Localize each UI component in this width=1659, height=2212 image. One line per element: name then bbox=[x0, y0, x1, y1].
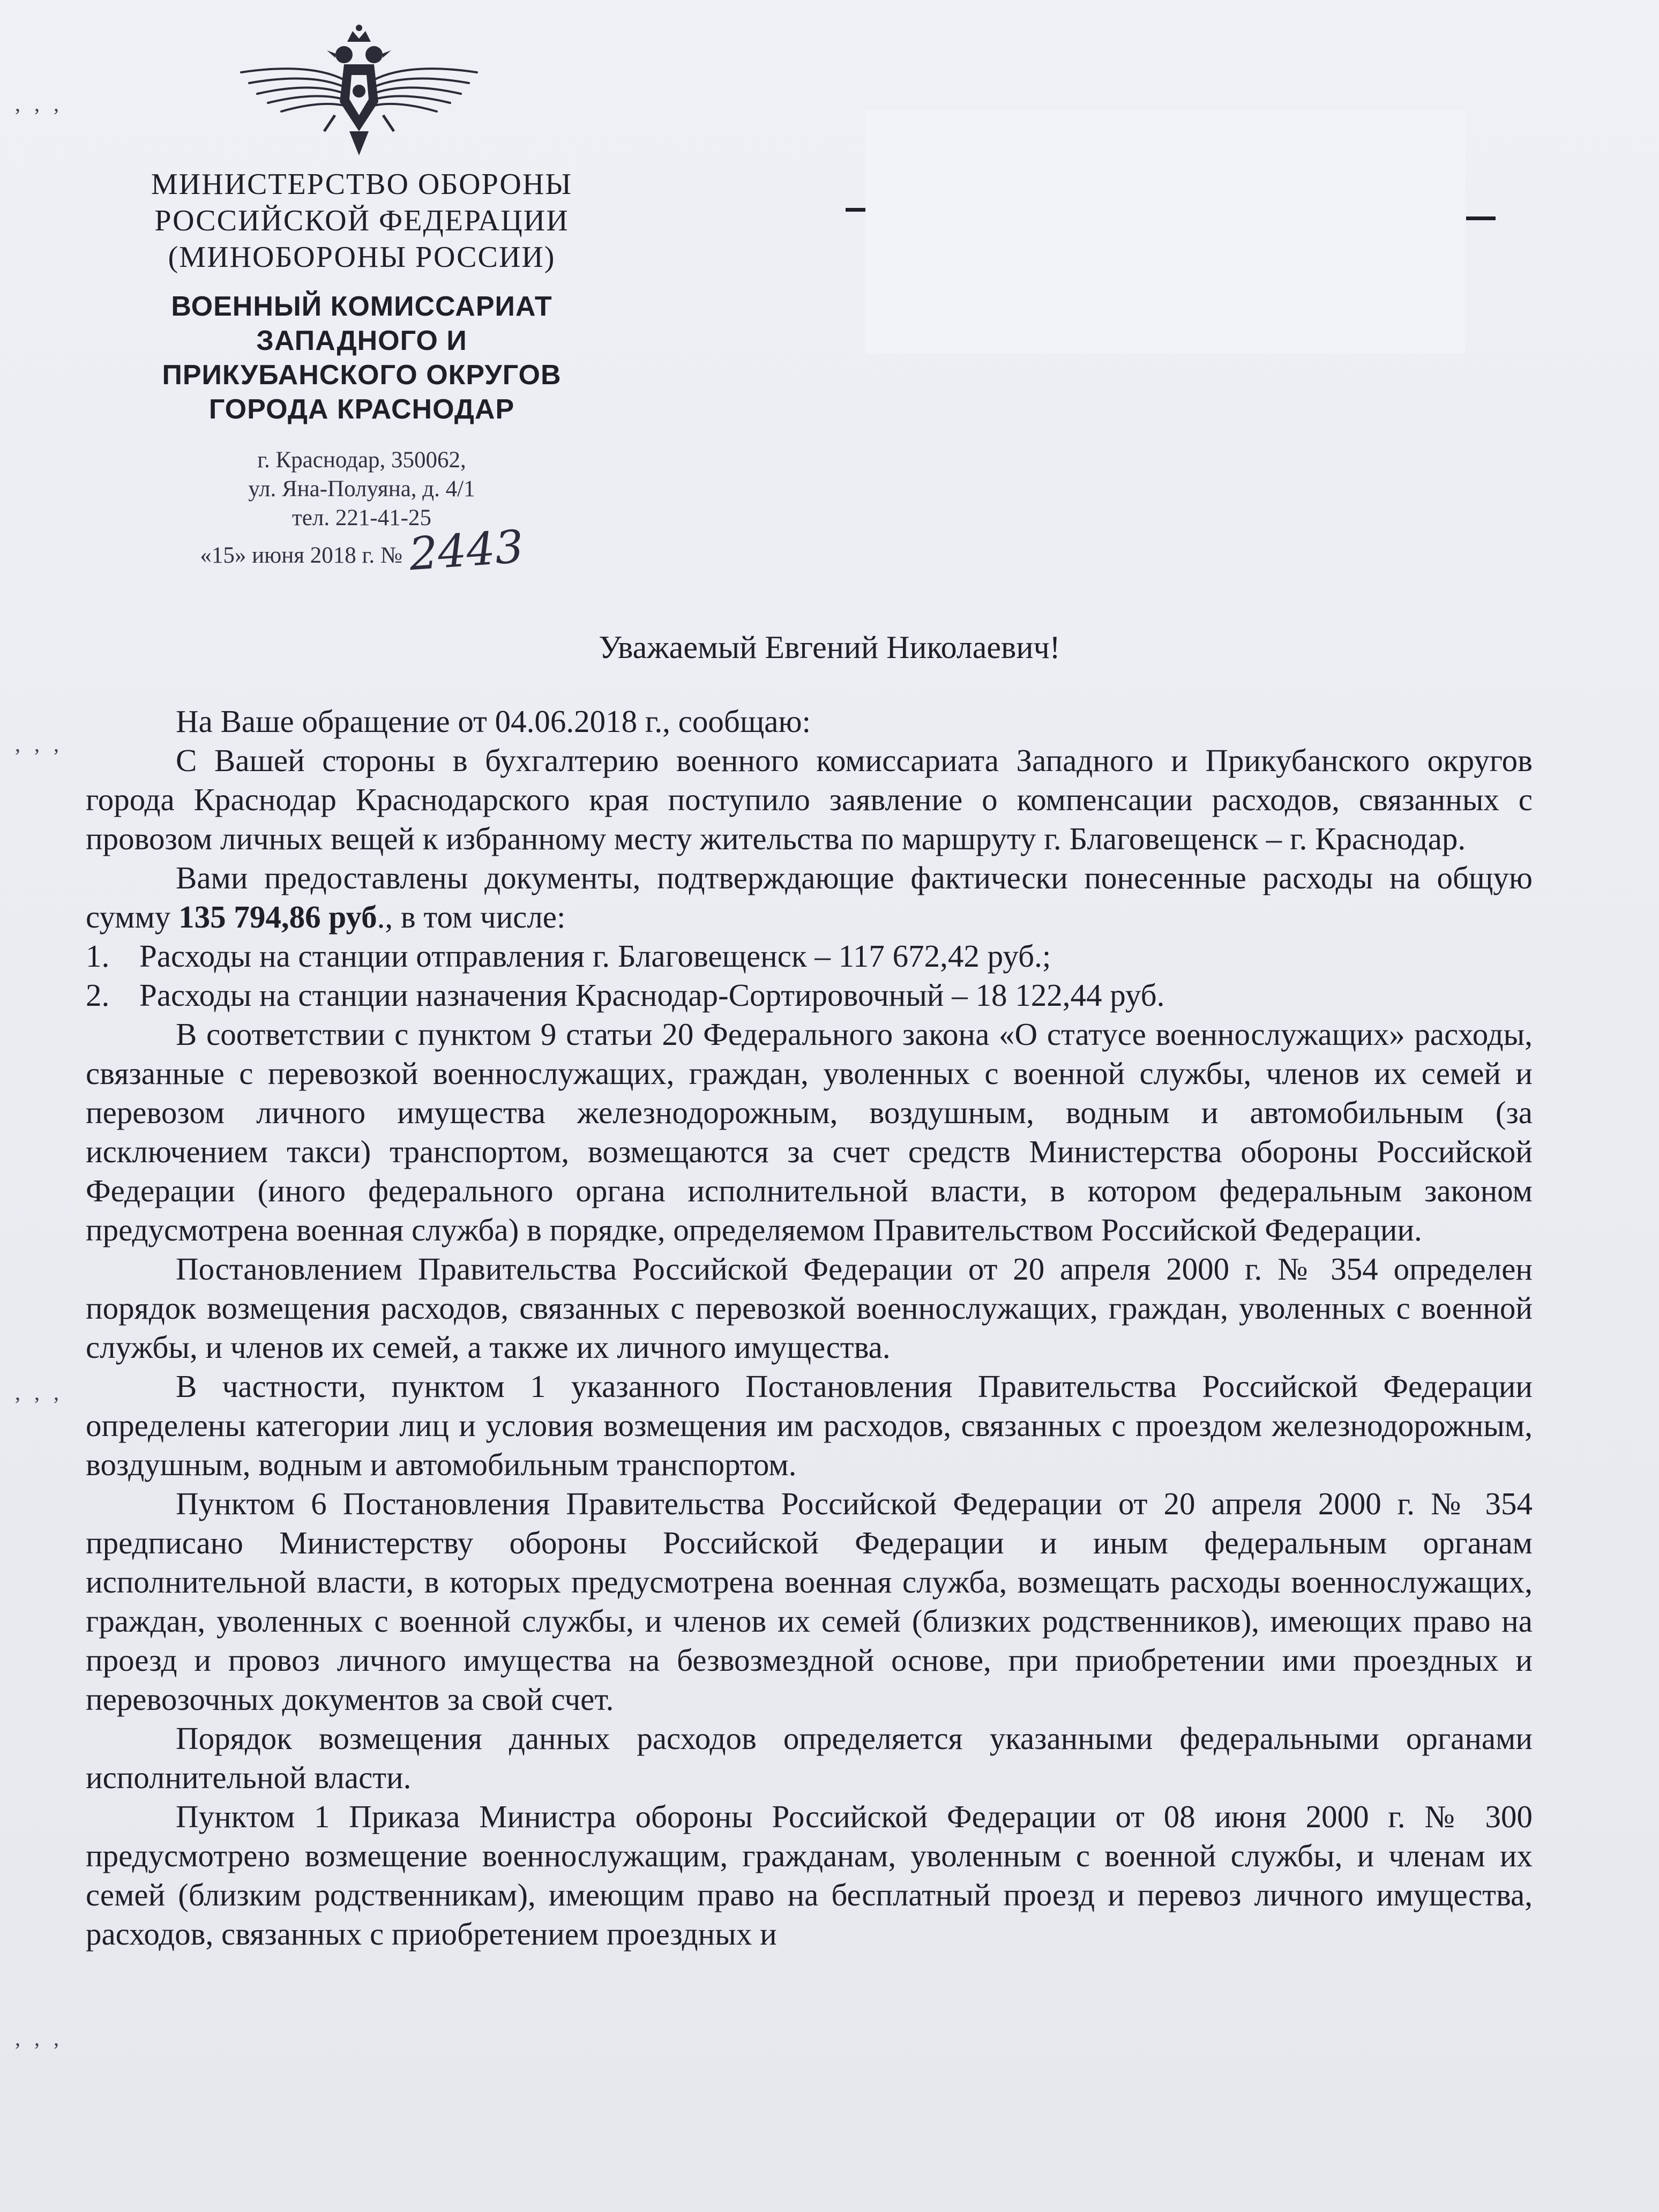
paragraph: Порядок возмещения данных расходов определяется указанными федеральными органами исполнительной власти. bbox=[86, 1721, 1533, 1795]
date-and-number bbox=[80, 520, 643, 581]
address-line: ул. Яна-Полуяна, д. 4/1 bbox=[248, 476, 475, 502]
handwritten-outgoing-number: 2443 bbox=[407, 520, 526, 581]
paragraph: В соответствии с пунктом 9 статьи 20 Федерального закона «О статусе военнослужащих» расходы, связанные с перевозкой военнослужащих, граждан, уволенных с военной службы, членов их семей и перевозом личного имущества железнодорожным, воздушным, водным и автомобильным (за исключением такси) транспортом, возмещаются за счет средств Министерства обороны Российской Федерации (иного федерального органа исполнительной власти, в котором федеральным законом предусмотрена военная служба) в порядке, определяемом Правительством Российской Федерации. bbox=[86, 1017, 1533, 1247]
commissariat-name bbox=[80, 289, 643, 427]
paragraph: На Ваше обращение от 04.06.2018 г., сообщаю: bbox=[176, 704, 811, 739]
amount-outro: ., в том числе: bbox=[377, 899, 566, 935]
amount-intro: Вами предоставлены документы, подтверждающие фактически понесенные расходы на общую сумму bbox=[86, 860, 1533, 935]
eagle-emblem-icon bbox=[225, 21, 493, 161]
paragraph: С Вашей стороны в бухгалтерию военного комиссариата Западного и Прикубанского округов города Краснодар Краснодарского края поступило заявление о компенсации расходов, связанных с провозом личных вещей к избранному месту жительства по маршруту г. Благовещенск – г. Краснодар. bbox=[86, 743, 1533, 856]
commissariat-line: ГОРОДА КРАСНОДАР bbox=[208, 394, 515, 425]
address-line: тел. 221-41-25 bbox=[292, 505, 431, 530]
letter-body bbox=[86, 702, 1533, 1954]
list-text: Расходы на станции отправления г. Благовещенск – 117 672,42 руб.; bbox=[139, 938, 1051, 974]
list-item bbox=[86, 937, 1533, 976]
list-number: 2. bbox=[86, 977, 110, 1013]
margin-mark: , , , bbox=[15, 732, 63, 756]
sender-address bbox=[80, 446, 643, 533]
commissariat-line: ЗАПАДНОГО И bbox=[256, 325, 467, 356]
paragraph: Пунктом 1 Приказа Министра обороны Российской Федерации от 08 июня 2000 г. № 300 предусмотрено возмещение военнослужащим, гражданам, уволенным с военной службы, и членам их семей (близким родственникам), имеющим право на бесплатный проезд и перевоз личного имущества, расходов, связанных с приобретением проездных и bbox=[86, 1799, 1533, 1952]
redacted-addressee-block bbox=[865, 110, 1466, 354]
ministry-line: РОССИЙСКОЙ ФЕДЕРАЦИИ bbox=[154, 204, 569, 237]
addressee-dash-left bbox=[846, 208, 866, 212]
total-amount: 135 794,86 руб bbox=[178, 899, 377, 935]
paragraph: Пунктом 6 Постановления Правительства Российской Федерации от 20 апреля 2000 г. № 354 предписано Министерству обороны Российской Федерации и иным федеральным органам исполнительной власти, в которых предусмотрена военная служба, возмещать расходы военнослужащих, граждан, уволенных с военной службы, и членов их семей (близких родственников), имеющих право на проезд и провоз личного имущества на безвозмездной основе, при приобретении ими проездных и перевозочных документов за свой счет. bbox=[86, 1486, 1533, 1717]
list-text: Расходы на станции назначения Краснодар-Сортировочный – 18 122,44 руб. bbox=[139, 977, 1165, 1013]
paragraph-total-amount bbox=[86, 858, 1533, 937]
addressee-dash-right bbox=[1466, 216, 1496, 220]
margin-mark: , , , bbox=[15, 1380, 63, 1404]
margin-mark: , , , bbox=[15, 2026, 63, 2050]
list-item bbox=[86, 976, 1533, 1015]
commissariat-line: ПРИКУБАНСКОГО ОКРУГОВ bbox=[162, 360, 562, 391]
commissariat-line: ВОЕННЫЙ КОМИССАРИАТ bbox=[171, 291, 552, 322]
address-line: г. Краснодар, 350062, bbox=[257, 447, 466, 473]
letterhead bbox=[80, 166, 643, 581]
ministry-line: (МИНОБОРОНЫ РОССИИ) bbox=[168, 241, 556, 274]
ministry-line: МИНИСТЕРСТВО ОБОРОНЫ bbox=[151, 168, 573, 201]
list-number: 1. bbox=[86, 938, 110, 974]
salutation: Уважаемый Евгений Николаевич! bbox=[599, 630, 1060, 665]
ministry-name bbox=[80, 166, 643, 275]
paragraph: В частности, пунктом 1 указанного Постановления Правительства Российской Федерации определены категории лиц и условия возмещения им расходов, связанных с проездом железнодорожным, воздушным, водным и автомобильным транспортом. bbox=[86, 1369, 1533, 1482]
paragraph: Постановлением Правительства Российской Федерации от 20 апреля 2000 г. № 354 определен порядок возмещения расходов, связанных с перевозкой военнослужащих, граждан, уволенных с военной службы, и членов их семей, а также их личного имущества. bbox=[86, 1251, 1533, 1365]
margin-mark: , , , bbox=[15, 92, 63, 116]
letter-date: «15» июня 2018 г. № bbox=[200, 543, 402, 568]
